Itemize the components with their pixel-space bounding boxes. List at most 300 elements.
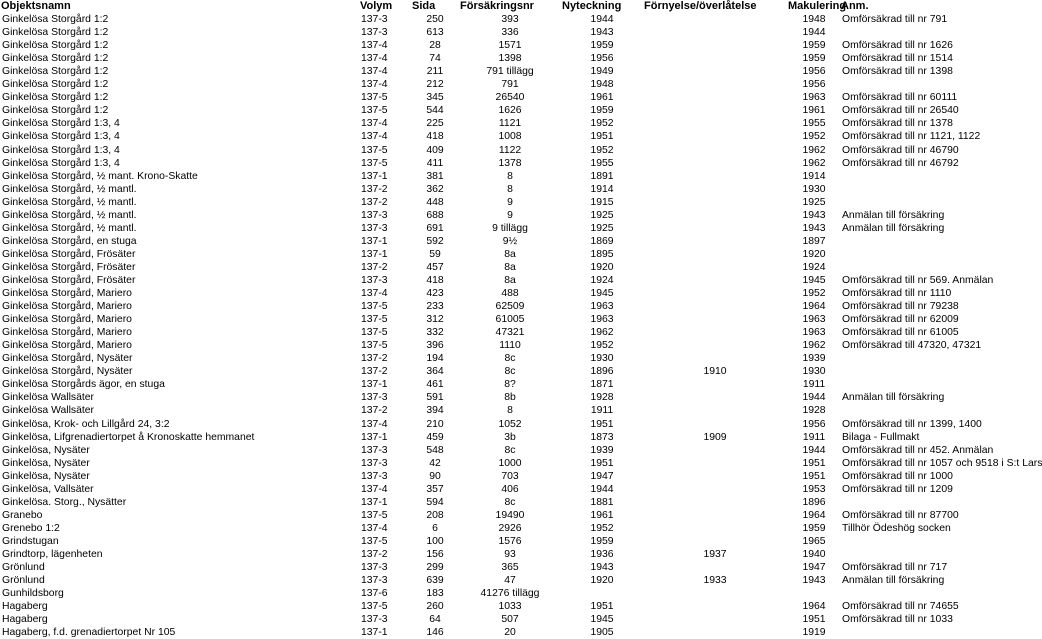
objektsnamn-cell: Ginkelösa, Krok- och Lillgård 24, 3:2 [2, 418, 170, 430]
sida-cell: 59 [429, 248, 441, 260]
forsakringsnr-cell: 336 [501, 27, 519, 39]
sida-cell: 381 [426, 170, 444, 182]
sida-cell: 250 [426, 14, 444, 26]
forsakringsnr-cell: 1576 [498, 535, 522, 547]
nyteckning-cell: 1944 [590, 14, 614, 26]
forsakringsnr-cell: 8c [504, 496, 516, 508]
forsakringsnr-cell: 8 [507, 183, 513, 195]
forsakringsnr-cell: 8 [507, 405, 513, 417]
makulering-cell: 1928 [802, 405, 826, 417]
nyteckning-cell: 1873 [590, 431, 614, 443]
volym-cell: 137-2 [361, 353, 388, 365]
sida-cell: 312 [426, 314, 444, 326]
forsakringsnr-cell: 8 [507, 170, 513, 182]
objektsnamn-cell: Ginkelösa Storgård 1:2 [2, 92, 109, 104]
nyteckning-cell: 1895 [590, 248, 614, 260]
volym-cell: 137-5 [361, 105, 388, 117]
volym-cell: 137-5 [361, 157, 388, 169]
header-forsakringsnr: Försäkringsnr [460, 0, 534, 13]
sida-cell: 90 [429, 470, 441, 482]
forsakringsnr-cell: 8c [504, 353, 516, 365]
nyteckning-cell: 1947 [590, 470, 614, 482]
makulering-cell: 1959 [802, 522, 826, 534]
volym-cell: 137-4 [361, 522, 388, 534]
nyteckning-cell: 1871 [590, 379, 614, 391]
anm-cell: Omförsäkrad till nr 26540 [842, 105, 959, 117]
makulering-cell: 1939 [802, 353, 826, 365]
anm-cell [840, 352, 973, 365]
objektsnamn-cell: Ginkelösa Storgård 1:2 [2, 14, 109, 26]
forsakringsnr-cell: 1121 [498, 118, 522, 130]
forsakringsnr-cell: 26540 [495, 92, 525, 104]
table-row [0, 535, 973, 548]
forsakringsnr-cell: 8a [504, 275, 516, 286]
table-row [0, 209, 973, 222]
objektsnamn-cell: Ginkelösa Wallsäter [2, 405, 95, 417]
table-row [0, 378, 973, 391]
anm-cell [840, 183, 973, 196]
makulering-cell: 1955 [802, 118, 826, 130]
sida-cell: 688 [426, 209, 444, 221]
sida-cell: 591 [426, 392, 444, 404]
fornyelse-cell [642, 209, 786, 222]
volym-cell: 137-3 [361, 457, 388, 469]
makulering-cell: 1952 [802, 288, 826, 300]
table-row [0, 157, 973, 170]
anm-cell: Omförsäkrad till nr 1626 [842, 40, 953, 52]
anm-cell: Omförsäkrad till nr 1033 [842, 614, 953, 626]
anm-cell: Omförsäkrad till nr 1000 [842, 470, 953, 482]
sida-cell: 459 [426, 431, 444, 443]
fornyelse-cell [642, 313, 786, 326]
forsakringsnr-cell: 703 [501, 470, 519, 482]
anm-cell: Omförsäkrad till nr 1398 [842, 66, 953, 78]
objektsnamn-cell: Ginkelösa Storgård, Nysäter [2, 366, 133, 378]
nyteckning-cell: 1948 [590, 79, 614, 91]
volym-cell: 137-6 [361, 588, 388, 600]
fornyelse-cell [642, 470, 786, 483]
objektsnamn-cell: Grönlund [2, 562, 45, 574]
nyteckning-cell: 1961 [590, 509, 614, 521]
fornyelse-cell [642, 13, 786, 26]
table-row [0, 404, 973, 417]
table-row [0, 65, 973, 78]
fornyelse-cell [642, 444, 786, 457]
fornyelse-cell [642, 535, 786, 548]
objektsnamn-cell: Ginkelösa Storgård, ½ mantl. [2, 222, 137, 234]
forsakringsnr-cell: 393 [501, 14, 519, 26]
anm-cell: Omförsäkrad till nr 1110 [842, 288, 952, 300]
objektsnamn-cell: Ginkelösa Storgård, Mariero [2, 301, 132, 313]
objektsnamn-cell: Ginkelösa Storgård, Mariero [2, 288, 132, 300]
anm-cell: Omförsäkrad till nr 79238 [842, 301, 959, 313]
nyteckning-cell: 1951 [590, 131, 614, 143]
fornyelse-cell [642, 26, 786, 39]
volym-cell: 137-3 [361, 562, 388, 574]
objektsnamn-cell: Ginkelösa Storgård 1:3, 4 [2, 131, 120, 143]
volym-cell: 137-5 [361, 144, 388, 156]
makulering-cell: 1943 [802, 575, 826, 587]
fornyelse-cell [642, 91, 786, 104]
volym-cell: 137-2 [361, 405, 388, 417]
nyteckning-cell: 1943 [590, 562, 614, 574]
volym-cell: 137-3 [361, 27, 388, 39]
nyteckning-cell [560, 587, 642, 600]
sida-cell: 362 [426, 183, 444, 195]
table-row [0, 626, 973, 639]
table-row [0, 391, 973, 404]
objektsnamn-cell: Ginkelösa Storgårds ägor, en stuga [2, 379, 165, 391]
volym-cell: 137-5 [361, 340, 388, 352]
table-row [0, 313, 973, 326]
nyteckning-cell: 1949 [590, 66, 614, 78]
objektsnamn-cell: Ginkelösa Storgård, Frösäter [2, 261, 136, 273]
fornyelse-cell [642, 117, 786, 130]
nyteckning-cell: 1944 [590, 483, 614, 495]
anm-cell [840, 404, 973, 417]
forsakringsnr-cell: 507 [501, 614, 519, 626]
sida-cell: 448 [426, 196, 444, 208]
volym-cell: 137-4 [361, 288, 388, 300]
anm-cell: Omförsäkrad till nr 569. Anmälan [842, 275, 994, 286]
sida-cell: 548 [426, 444, 444, 456]
objektsnamn-cell: Ginkelösa Storgård 1:3, 4 [2, 157, 120, 169]
forsakringsnr-cell: 1398 [498, 53, 522, 65]
volym-cell: 137-3 [361, 470, 388, 482]
sida-cell: 6 [432, 522, 438, 534]
volym-cell: 137-3 [361, 14, 388, 26]
fornyelse-cell [642, 183, 786, 196]
table-row [0, 431, 973, 444]
makulering-cell: 1951 [802, 614, 826, 626]
nyteckning-cell: 1936 [590, 548, 614, 560]
makulering-cell: 1962 [802, 144, 826, 156]
table-row [0, 117, 973, 130]
makulering-cell: 1943 [802, 209, 826, 221]
objektsnamn-cell: Hagaberg [2, 614, 48, 626]
volym-cell: 137-4 [361, 118, 388, 130]
volym-cell: 137-1 [361, 235, 388, 247]
sida-cell: 396 [426, 340, 444, 352]
fornyelse-cell [642, 65, 786, 78]
objektsnamn-cell: Ginkelösa, Nysäter [2, 444, 90, 456]
table-row [0, 509, 973, 522]
volym-cell: 137-1 [361, 627, 388, 639]
nyteckning-cell: 1881 [590, 496, 614, 508]
forsakringsnr-cell: 406 [501, 483, 519, 495]
table-row [0, 483, 973, 496]
volym-cell: 137-4 [361, 40, 388, 52]
sida-cell: 42 [429, 457, 441, 469]
fornyelse-cell [642, 626, 786, 639]
table-row [0, 170, 973, 183]
fornyelse-cell [642, 78, 786, 91]
fornyelse-cell [642, 522, 786, 535]
anm-cell: Omförsäkrad till nr 1514 [842, 53, 953, 65]
volym-cell: 137-3 [361, 222, 388, 234]
anm-cell: Anmälan till försäkring [842, 222, 945, 234]
table-row [0, 130, 973, 143]
anm-cell [840, 196, 973, 209]
makulering-cell: 1962 [802, 340, 826, 352]
header-nyteckning: Nyteckning [562, 0, 622, 13]
fornyelse-cell: 1937 [703, 548, 727, 560]
table-row [0, 91, 973, 104]
makulering-cell: 1919 [802, 627, 826, 639]
makulering-cell: 1930 [802, 183, 826, 195]
fornyelse-cell [642, 287, 786, 300]
objektsnamn-cell: Gunhildsborg [2, 588, 64, 600]
objektsnamn-cell: Ginkelösa Storgård 1:2 [2, 53, 109, 65]
makulering-cell: 1964 [802, 509, 826, 521]
fornyelse-cell [642, 274, 786, 287]
anm-cell [840, 548, 973, 561]
sida-cell: 212 [426, 79, 444, 91]
objektsnamn-cell: Ginkelösa, Nysäter [2, 470, 90, 482]
nyteckning-cell: 1952 [590, 144, 614, 156]
volym-cell: 137-2 [361, 183, 388, 195]
fornyelse-cell [642, 248, 786, 261]
table-row [0, 470, 973, 483]
fornyelse-cell: 1933 [703, 575, 727, 587]
volym-cell: 137-5 [361, 327, 388, 339]
anm-cell: Omförsäkrad till nr 791 [842, 14, 948, 26]
objektsnamn-cell: Ginkelösa Wallsäter [2, 392, 95, 404]
volym-cell: 137-2 [361, 366, 388, 378]
objektsnamn-cell: Ginkelösa Storgård 1:2 [2, 66, 109, 78]
volym-cell: 137-3 [361, 209, 388, 221]
table-row [0, 39, 973, 52]
forsakringsnr-cell: 791 tillägg [486, 66, 534, 78]
nyteckning-cell: 1911 [590, 405, 614, 417]
makulering-cell: 1963 [802, 314, 826, 326]
nyteckning-cell: 1951 [590, 457, 614, 469]
makulering-cell: 1953 [802, 483, 826, 495]
objektsnamn-cell: Ginkelösa Storgård, Frösäter [2, 275, 136, 286]
table-row [0, 365, 973, 378]
makulering-cell: 1924 [802, 261, 826, 273]
sida-cell: 592 [426, 235, 444, 247]
volym-cell: 137-4 [361, 79, 388, 91]
forsakringsnr-cell: 9 [507, 196, 513, 208]
makulering-cell: 1964 [802, 301, 826, 313]
makulering-cell: 1947 [802, 562, 826, 574]
anm-cell: Omförsäkrad till nr 1057 och 9518 i S:t Lars [842, 457, 1042, 469]
nyteckning-cell: 1930 [590, 353, 614, 365]
table-row [0, 561, 973, 574]
objektsnamn-cell: Ginkelösa Storgård, Mariero [2, 327, 132, 339]
anm-cell: Omförsäkrad till nr 74655 [842, 601, 959, 613]
nyteckning-cell: 1945 [590, 288, 614, 300]
sida-cell: 183 [426, 588, 444, 600]
anm-cell: Omförsäkrad till nr 1121, 1122 [842, 131, 981, 143]
anm-cell [840, 248, 973, 261]
makulering-cell [786, 587, 840, 600]
table-row [0, 144, 973, 157]
nyteckning-cell: 1959 [590, 40, 614, 52]
sida-cell: 225 [426, 118, 444, 130]
volym-cell: 137-4 [361, 131, 388, 143]
forsakringsnr-cell: 1378 [498, 157, 522, 169]
makulering-cell: 1943 [802, 222, 826, 234]
anm-cell: Omförsäkrad till nr 1378 [842, 118, 953, 130]
forsakringsnr-cell: 9 tillägg [492, 222, 528, 234]
makulering-cell: 1951 [802, 470, 826, 482]
sida-cell: 394 [426, 405, 444, 417]
nyteckning-cell: 1915 [590, 196, 614, 208]
makulering-cell: 1914 [802, 170, 826, 182]
fornyelse-cell [642, 391, 786, 404]
anm-cell: Omförsäkrad till nr 1399, 1400 [842, 418, 982, 430]
makulering-cell: 1944 [802, 27, 826, 39]
fornyelse-cell [642, 144, 786, 157]
fornyelse-cell [642, 157, 786, 170]
volym-cell: 137-2 [361, 261, 388, 273]
volym-cell: 137-1 [361, 431, 388, 443]
nyteckning-cell: 1924 [590, 275, 614, 286]
objektsnamn-cell: Ginkelösa, Vallsäter [2, 483, 94, 495]
volym-cell: 137-3 [361, 575, 388, 587]
forsakringsnr-cell: 47321 [495, 327, 525, 339]
sida-cell: 260 [426, 601, 444, 613]
makulering-cell: 1911 [802, 379, 826, 391]
table-row [0, 26, 973, 39]
makulering-cell: 1925 [802, 196, 826, 208]
volym-cell: 137-5 [361, 301, 388, 313]
forsakringsnr-cell: 3b [504, 431, 516, 443]
sida-cell: 364 [426, 366, 444, 378]
header-volym: Volym [360, 0, 393, 13]
makulering-cell: 1940 [802, 548, 826, 560]
objektsnamn-cell: Ginkelösa Storgård, ½ mant. Krono-Skatte [2, 170, 198, 182]
objektsnamn-cell: Ginkelösa Storgård, Mariero [2, 314, 132, 326]
fornyelse-cell [642, 326, 786, 339]
fornyelse-cell [642, 404, 786, 417]
volym-cell: 137-1 [361, 379, 388, 391]
fornyelse-cell [642, 104, 786, 117]
fornyelse-cell [642, 561, 786, 574]
makulering-cell: 1920 [802, 248, 826, 260]
objektsnamn-cell: Ginkelösa Storgård, ½ mantl. [2, 196, 137, 208]
table-row [0, 287, 973, 300]
makulering-cell: 1961 [802, 105, 826, 117]
nyteckning-cell: 1943 [590, 27, 614, 39]
sida-cell: 418 [426, 275, 444, 286]
objektsnamn-cell: Hagaberg [2, 601, 48, 613]
table-row [0, 78, 973, 91]
nyteckning-cell: 1920 [590, 575, 614, 587]
objektsnamn-cell: Grönlund [2, 575, 45, 587]
forsakringsnr-cell: 2926 [498, 522, 522, 534]
objektsnamn-cell: Ginkelösa Storgård 1:2 [2, 79, 109, 91]
anm-cell: Anmälan till försäkring [842, 209, 945, 221]
forsakringsnr-cell: 1033 [498, 601, 522, 613]
forsakringsnr-cell: 8a [504, 261, 516, 273]
volym-cell: 137-2 [361, 196, 388, 208]
nyteckning-cell: 1952 [590, 118, 614, 130]
objektsnamn-cell: Ginkelösa Storgård 1:3, 4 [2, 144, 120, 156]
sida-cell: 100 [426, 535, 444, 547]
sida-cell: 639 [426, 575, 444, 587]
fornyelse-cell [642, 587, 786, 600]
nyteckning-cell: 1963 [590, 314, 614, 326]
nyteckning-cell: 1952 [590, 340, 614, 352]
table-row [0, 613, 973, 626]
table-row [0, 587, 973, 600]
table-row [0, 13, 973, 26]
forsakringsnr-cell: 93 [504, 548, 516, 560]
anm-cell [840, 587, 973, 600]
anm-cell [840, 535, 973, 548]
fornyelse-cell [642, 196, 786, 209]
nyteckning-cell: 1896 [590, 366, 614, 378]
table-row [0, 235, 973, 248]
volym-cell: 137-5 [361, 509, 388, 521]
forsakringsnr-cell: 8a [504, 248, 516, 260]
objektsnamn-cell: Granebo [2, 509, 43, 521]
forsakringsnr-cell: 1000 [498, 457, 522, 469]
sida-cell: 345 [426, 92, 444, 104]
nyteckning-cell: 1914 [590, 183, 614, 195]
anm-cell: Omförsäkrad till nr 60111 [842, 92, 958, 104]
makulering-cell: 1911 [802, 431, 826, 443]
objektsnamn-cell: Hagaberg, f.d. grenadiertorpet Nr 105 [2, 627, 176, 639]
volym-cell: 137-4 [361, 483, 388, 495]
anm-cell: Omförsäkrad till nr 717 [842, 562, 948, 574]
table-row [0, 457, 973, 470]
table-row [0, 496, 973, 509]
sida-cell: 74 [429, 53, 441, 65]
anm-cell: Omförsäkrad till nr 46792 [842, 157, 959, 169]
nyteckning-cell: 1952 [590, 522, 614, 534]
table-row [0, 418, 973, 431]
fornyelse-cell [642, 483, 786, 496]
forsakringsnr-cell: 1571 [498, 40, 522, 52]
volym-cell: 137-1 [361, 496, 388, 508]
sida-cell: 156 [426, 548, 444, 560]
sida-cell: 299 [426, 562, 444, 574]
anm-cell [840, 261, 973, 274]
fornyelse-cell [642, 222, 786, 235]
objektsnamn-cell: Ginkelösa Storgård, Mariero [2, 340, 132, 352]
nyteckning-cell: 1925 [590, 222, 614, 234]
forsakringsnr-cell: 1626 [498, 105, 522, 117]
volym-cell: 137-4 [361, 66, 388, 78]
makulering-cell: 1959 [802, 40, 826, 52]
nyteckning-cell: 1959 [590, 535, 614, 547]
objektsnamn-cell: Ginkelösa. Storg., Nysätter [2, 496, 127, 508]
sida-cell: 418 [426, 131, 444, 143]
sida-cell: 211 [426, 66, 444, 78]
anm-cell: Bilaga - Fullmakt [842, 431, 920, 443]
volym-cell: 137-5 [361, 535, 388, 547]
objektsnamn-cell: Ginkelösa, Nysäter [2, 457, 90, 469]
fornyelse-cell [642, 235, 786, 248]
sida-cell: 613 [426, 27, 444, 39]
table-row [0, 300, 973, 313]
fornyelse-cell [642, 170, 786, 183]
volym-cell: 137-3 [361, 275, 388, 286]
anm-cell [840, 365, 973, 378]
nyteckning-cell: 1951 [590, 601, 614, 613]
sida-cell: 461 [426, 379, 444, 391]
nyteckning-cell: 1961 [590, 92, 614, 104]
sida-cell: 691 [426, 222, 444, 234]
makulering-cell: 1956 [802, 418, 826, 430]
fornyelse-cell [642, 130, 786, 143]
objektsnamn-cell: Ginkelösa Storgård, en stuga [2, 235, 137, 247]
header-sida: Sida [412, 0, 436, 13]
